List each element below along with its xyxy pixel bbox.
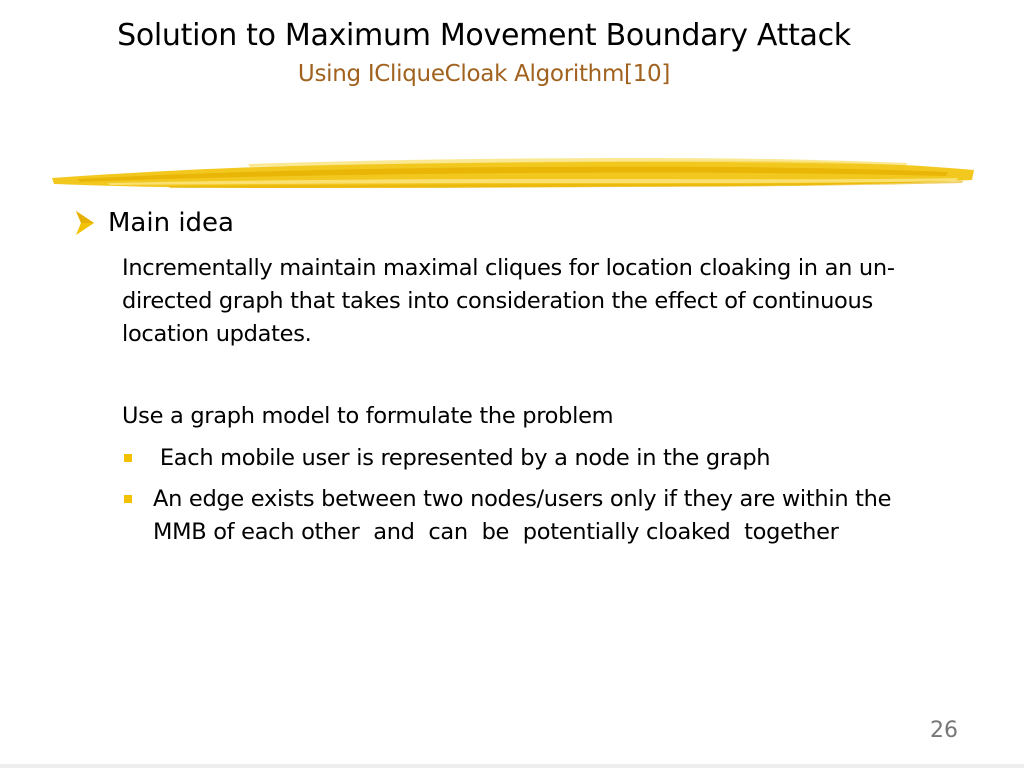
brush-stroke-divider — [48, 150, 978, 194]
paragraph-main-idea: Incrementally maintain maximal cliques for location cloaking in an un-directed graph that takes into consideration the effect of continuous location updates. — [122, 255, 895, 347]
sub-bullet-list — [122, 442, 942, 557]
page-number: 26 — [930, 718, 958, 743]
sub-bullet-text: Each mobile user is represented by a node in the graph — [153, 445, 771, 471]
bottom-rule — [0, 764, 1024, 768]
sub-bullet-text: An edge exists between two nodes/users only if they are within the MMB of each other and can be potentially cloaked together — [153, 486, 899, 545]
arrow-bullet-icon — [70, 208, 100, 238]
main-bullet-label: Main idea — [108, 208, 234, 238]
paragraph-graph-model: Use a graph model to formulate the problem — [122, 403, 614, 429]
main-bullet — [70, 205, 234, 241]
slide-title: Solution to Maximum Movement Boundary Attack — [117, 18, 851, 53]
square-bullet-icon — [124, 495, 132, 503]
sub-bullet-item — [122, 483, 942, 549]
square-bullet-icon — [124, 454, 132, 462]
slide-subtitle: Using ICliqueCloak Algorithm[10] — [297, 61, 671, 87]
sub-bullet-item — [122, 442, 942, 475]
